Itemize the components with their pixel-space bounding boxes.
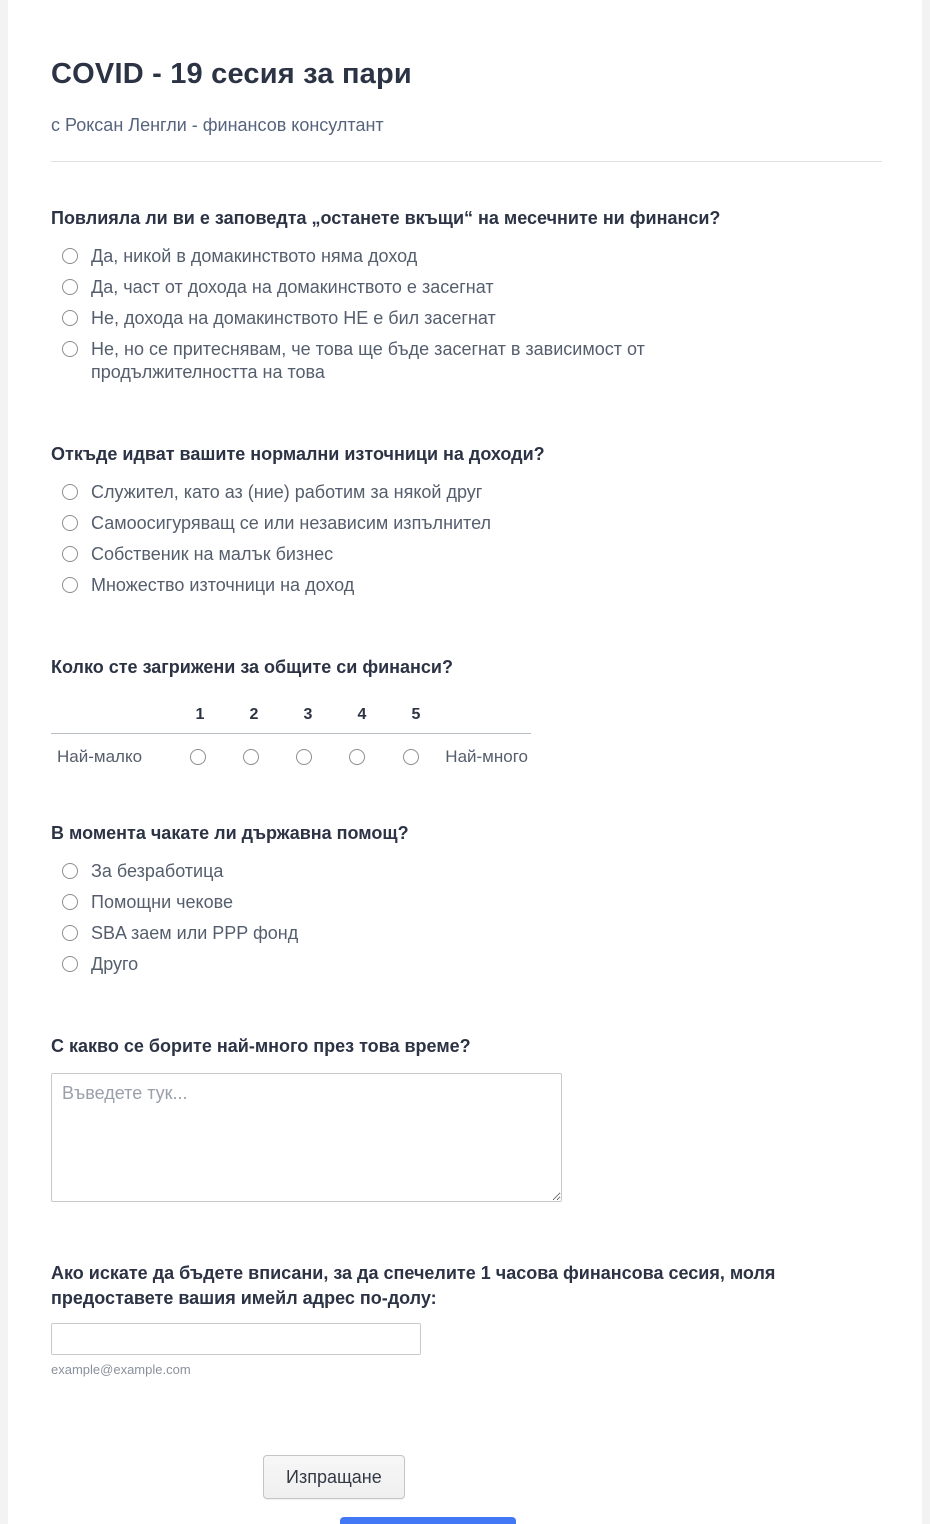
- radio-button[interactable]: [62, 515, 78, 531]
- email-helper-text: example@example.com: [51, 1362, 191, 1378]
- radio-option[interactable]: [51, 918, 882, 949]
- email-input[interactable]: [51, 1323, 421, 1355]
- option-label: Не, дохода на домакинството НЕ е бил засегнат: [91, 308, 496, 329]
- scale-cell[interactable]: [224, 749, 277, 765]
- scale-column-header: 1: [195, 706, 205, 724]
- option-label: Да, част от дохода на домакинството е засегнат: [91, 277, 494, 298]
- option-label: Самоосигуряващ се или независим изпълнител: [91, 513, 492, 534]
- radio-button[interactable]: [62, 956, 78, 972]
- scale-cell[interactable]: [278, 749, 331, 765]
- question-stay-home-order: [51, 206, 882, 388]
- form-card: [8, 0, 922, 1524]
- radio-option[interactable]: [51, 272, 882, 303]
- question-government-aid: [51, 821, 882, 980]
- radio-button[interactable]: [62, 863, 78, 879]
- options-group: [51, 477, 882, 601]
- radio-option[interactable]: [51, 887, 882, 918]
- radio-option[interactable]: [51, 477, 882, 508]
- scale-cell[interactable]: [331, 749, 384, 765]
- radio-button[interactable]: [62, 310, 78, 326]
- scale-radio-5[interactable]: [403, 749, 419, 765]
- radio-option[interactable]: [51, 334, 882, 388]
- radio-button[interactable]: [62, 341, 78, 357]
- option-label: За безработица: [91, 861, 224, 882]
- option-label: Да, никой в домакинството няма доход: [91, 246, 418, 267]
- radio-button[interactable]: [62, 279, 78, 295]
- header-divider: [51, 161, 882, 162]
- question-label: Ако искате да бъдете вписани, за да спечелите 1 часова финансова сесия, моля предоставете вашия имейл адрес по-долу:: [51, 1263, 776, 1309]
- scale-cell[interactable]: [171, 749, 224, 765]
- radio-option[interactable]: [51, 539, 882, 570]
- scale-column-header: 2: [249, 706, 259, 724]
- option-label: Друго: [91, 954, 139, 975]
- radio-button[interactable]: [62, 484, 78, 500]
- option-label: Собственик на малък бизнес: [91, 544, 334, 565]
- scale-radio-3[interactable]: [296, 749, 312, 765]
- question-label: В момента чакате ли държавна помощ?: [51, 823, 409, 844]
- option-label: SBA заем или PPP фонд: [91, 923, 299, 944]
- scale-table: [51, 706, 531, 767]
- submit-row: [51, 1455, 882, 1499]
- question-label: Колко сте загрижени за общите си финанси?: [51, 657, 453, 678]
- scale-column-header: 5: [411, 706, 421, 724]
- radio-option[interactable]: [51, 241, 882, 272]
- free-text-area[interactable]: [51, 1073, 562, 1202]
- option-label: Множество източници на доход: [91, 575, 355, 596]
- scale-column-header: 4: [357, 706, 367, 724]
- question-email: [51, 1261, 882, 1377]
- scale-header-row: [51, 706, 531, 734]
- radio-button[interactable]: [62, 248, 78, 264]
- radio-button[interactable]: [62, 546, 78, 562]
- option-label: Помощни чекове: [91, 892, 233, 913]
- radio-option[interactable]: [51, 303, 882, 334]
- question-label: Откъде идват вашите нормални източници на доходи?: [51, 444, 545, 465]
- form-subtitle: с Роксан Ленгли - финансов консултант: [51, 115, 384, 136]
- question-struggles: [51, 1034, 882, 1207]
- options-group: [51, 856, 882, 980]
- option-label: Служител, като аз (ние) работим за някой друг: [91, 482, 483, 503]
- radio-option[interactable]: [51, 570, 882, 601]
- submit-button[interactable]: Изпращане: [263, 1455, 405, 1499]
- scale-column-header: 3: [303, 706, 313, 724]
- scale-radio-row: [51, 734, 531, 767]
- question-label: Повлияла ли ви е заповедта „останете вкъщи“ на месечните ни финанси?: [51, 208, 721, 229]
- option-label: Не, но се притеснявам, че това ще бъде засегнат в зависимост от продължителността на това: [91, 339, 645, 383]
- powered-by-footer[interactable]: [340, 1517, 516, 1524]
- scale-radio-1[interactable]: [190, 749, 206, 765]
- scale-radio-2[interactable]: [243, 749, 259, 765]
- radio-button[interactable]: [62, 925, 78, 941]
- radio-option[interactable]: [51, 949, 882, 980]
- scale-radio-4[interactable]: [349, 749, 365, 765]
- radio-option[interactable]: [51, 856, 882, 887]
- scale-cell[interactable]: [384, 749, 437, 765]
- form-title: COVID - 19 сесия за пари: [51, 58, 412, 90]
- question-concern-scale: [51, 655, 882, 767]
- radio-option[interactable]: [51, 508, 882, 539]
- question-income-sources: [51, 442, 882, 601]
- options-group: [51, 241, 882, 388]
- question-label: С какво се борите най-много през това време?: [51, 1036, 471, 1057]
- radio-button[interactable]: [62, 577, 78, 593]
- scale-right-label: Най-много: [445, 747, 528, 767]
- radio-button[interactable]: [62, 894, 78, 910]
- scale-left-label: Най-малко: [57, 747, 143, 767]
